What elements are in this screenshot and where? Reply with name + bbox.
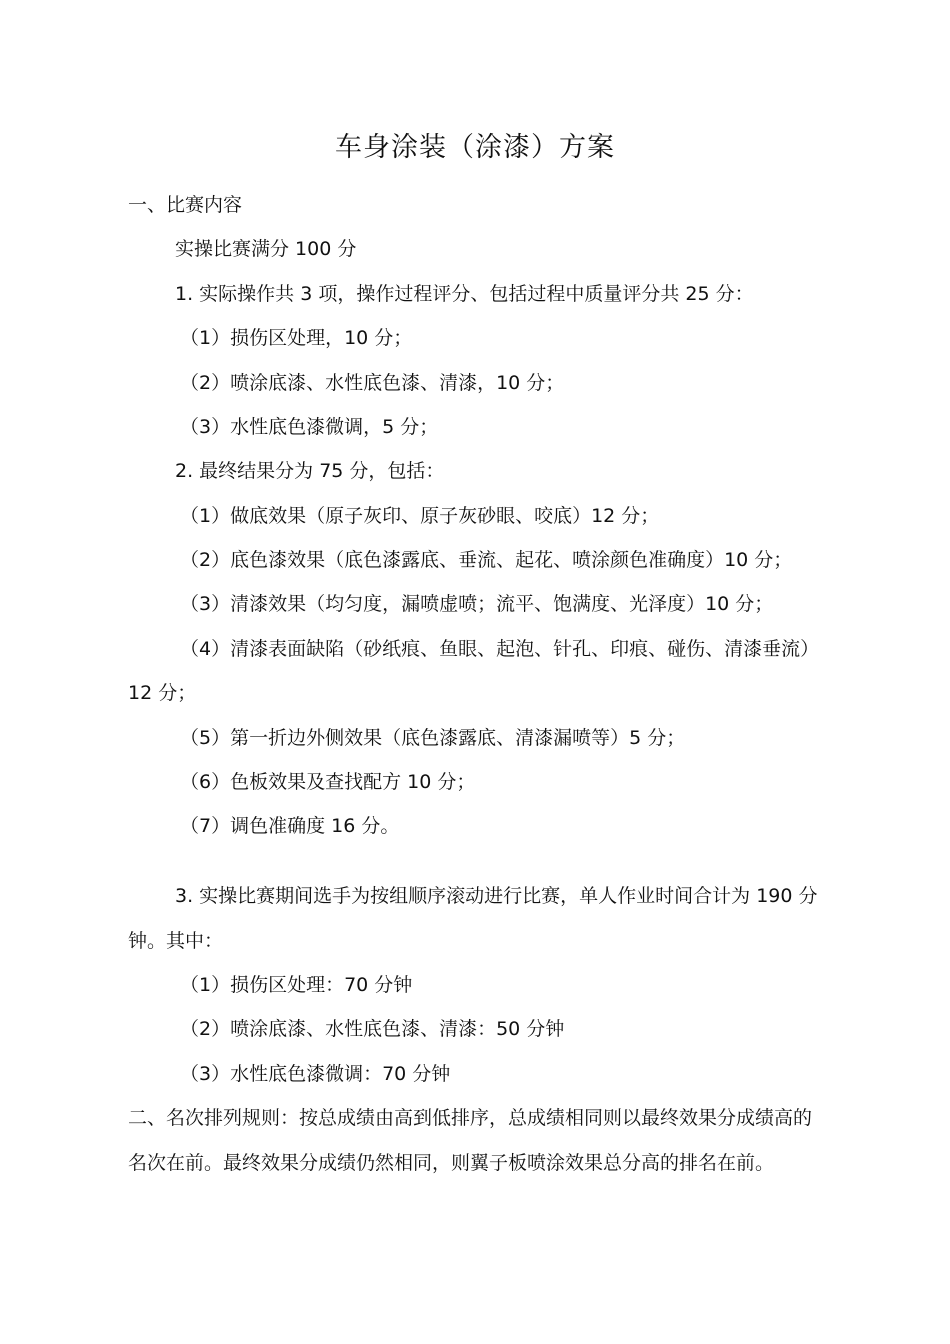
- part2-item-2: （2）底色漆效果（底色漆露底、垂流、起花、喷涂颜色准确度）10 分；: [180, 549, 793, 571]
- part2-item-4: （4）清漆表面缺陷（砂纸痕、鱼眼、起泡、针孔、印痕、碰伤、清漆垂流）: [180, 638, 820, 660]
- section2-line1: 二、名次排列规则：按总成绩由高到低排序，总成绩相同则以最终效果分成绩高的: [128, 1107, 813, 1129]
- part3-item-1: （1）损伤区处理：70 分钟: [180, 974, 413, 996]
- part1-item-3: （3）水性底色漆微调，5 分；: [180, 416, 439, 438]
- part2-item-5: （5）第一折边外侧效果（底色漆露底、清漆漏喷等）5 分；: [180, 727, 686, 749]
- section1-heading: 一、比赛内容: [128, 194, 243, 216]
- part3-heading-line2: 钟。其中：: [128, 930, 224, 952]
- part3-heading-line1: 3. 实操比赛期间选手为按组顺序滚动进行比赛，单人作业时间合计为 190 分: [175, 885, 818, 907]
- part2-item-7: （7）调色准确度 16 分。: [180, 815, 400, 837]
- part3-item-3: （3）水性底色漆微调：70 分钟: [180, 1063, 451, 1085]
- part2-heading: 2. 最终结果分为 75 分，包括：: [175, 460, 445, 482]
- total-score-text: 实操比赛满分 100 分: [175, 238, 357, 260]
- part2-item-1: （1）做底效果（原子灰印、原子灰砂眼、咬底）12 分；: [180, 505, 660, 527]
- part2-item-3: （3）清漆效果（均匀度，漏喷虚喷；流平、饱满度、光泽度）10 分；: [180, 593, 774, 615]
- part3-item-2: （2）喷涂底漆、水性底色漆、清漆：50 分钟: [180, 1018, 565, 1040]
- part1-item-1: （1）损伤区处理，10 分；: [180, 327, 413, 349]
- part1-item-2: （2）喷涂底漆、水性底色漆、清漆，10 分；: [180, 372, 565, 394]
- part1-heading: 1. 实际操作共 3 项，操作过程评分、包括过程中质量评分共 25 分：: [175, 283, 754, 305]
- part2-item-4-continued: 12 分；: [128, 682, 197, 704]
- document-title: 车身涂装（涂漆）方案: [335, 132, 615, 163]
- section2-line2: 名次在前。最终效果分成绩仍然相同，则翼子板喷涂效果总分高的排名在前。: [128, 1152, 775, 1174]
- part2-item-6: （6）色板效果及查找配方 10 分；: [180, 771, 476, 793]
